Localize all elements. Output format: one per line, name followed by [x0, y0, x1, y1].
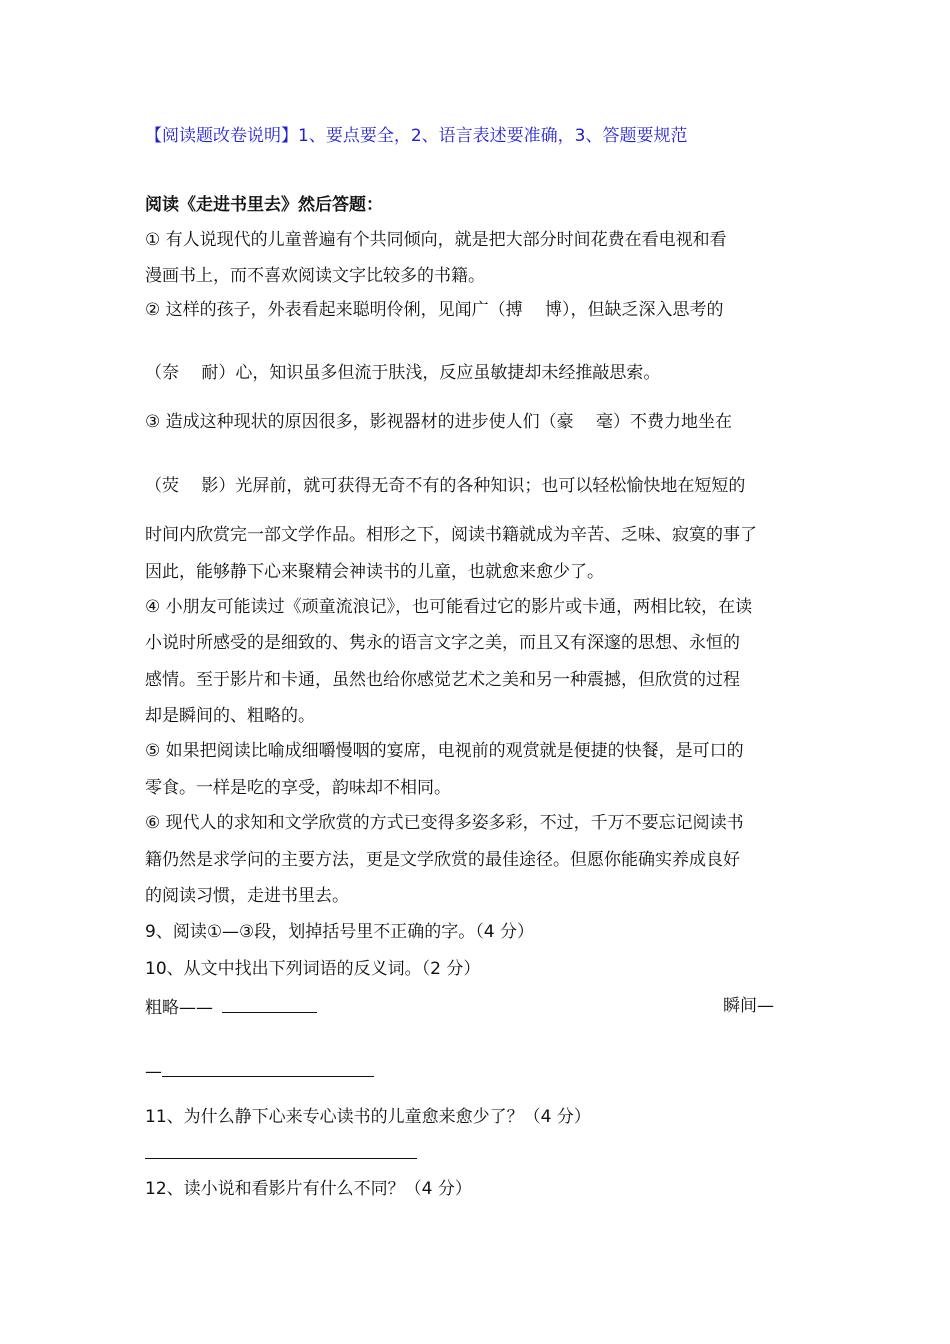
passage-line: （荧 影）光屏前，就可获得无奇不有的各种知识；也可以轻松愉快地在短短的: [145, 476, 746, 496]
answer-blank-instant[interactable]: [162, 1058, 374, 1077]
answer-blank-rough[interactable]: [222, 994, 317, 1013]
passage-line: 感情。至于影片和卡通，虽然也给你感觉艺术之美和另一种震撼，但欣赏的过程: [145, 670, 740, 690]
passage-line: 零食。一样是吃的享受，韵味却不相同。: [145, 778, 451, 798]
question-10: 10、从文中找出下列词语的反义词。（2 分）: [145, 959, 481, 979]
passage-line: （奈 耐）心，知识虽多但流于肤浅，反应虽敏捷却未经推敲思索。: [145, 363, 661, 383]
passage-line: ① 有人说现代的儿童普遍有个共同倾向，就是把大部分时间花费在看电视和看: [145, 230, 727, 250]
answer-row-10b: [145, 1058, 374, 1084]
passage-line: 漫画书上，而不喜欢阅读文字比较多的书籍。: [145, 266, 485, 286]
antonym-prompt-instant: 瞬间—: [723, 996, 774, 1016]
question-9: 9、阅读①—③段，划掉括号里不正确的字。（4 分）: [145, 922, 535, 942]
passage-line: ⑥ 现代人的求知和文学欣赏的方式已变得多姿多彩，不过，千万不要忘记阅读书: [145, 813, 744, 833]
passage-line: 籍仍然是求学问的主要方法，更是文学欣赏的最佳途径。但愿你能确实养成良好: [145, 850, 740, 870]
grading-notice: 【阅读题改卷说明】1、要点要全，2、语言表述要准确，3、答题要规范: [145, 126, 688, 146]
passage-line: ⑤ 如果把阅读比喻成细嚼慢咽的宴席，电视前的观赏就是便捷的快餐，是可口的: [145, 741, 744, 761]
answer-row-10: [145, 994, 317, 1020]
passage-heading: 阅读《走进书里去》然后答题：: [145, 195, 383, 215]
antonym-prompt-rough: 粗略——: [145, 998, 213, 1018]
passage-line: ③ 造成这种现状的原因很多，影视器材的进步使人们（豪 毫）不费力地坐在: [145, 412, 733, 432]
passage-line: 时间内欣赏完一部文学作品。相形之下，阅读书籍就成为辛苦、乏味、寂寞的事了: [145, 525, 757, 545]
answer-blank-11[interactable]: [145, 1140, 417, 1166]
passage-line: 却是瞬间的、粗略的。: [145, 706, 315, 726]
question-12: 12、读小说和看影片有什么不同？（4 分）: [145, 1179, 472, 1199]
passage-line: ② 这样的孩子，外表看起来聪明伶俐，见闻广（搏 博），但缺乏深入思考的: [145, 300, 724, 320]
passage-line: 小说时所感受的是细致的、隽永的语言文字之美，而且又有深邃的思想、永恒的: [145, 633, 740, 653]
question-11: 11、为什么静下心来专心读书的儿童愈来愈少了？（4 分）: [145, 1107, 591, 1127]
passage-line: ④ 小朋友可能读过《顽童流浪记》，也可能看过它的影片或卡通，两相比较，在读: [145, 597, 753, 617]
antonym-prompt-instant-tail: —: [145, 1062, 162, 1082]
passage-line: 的阅读习惯，走进书里去。: [145, 886, 349, 906]
passage-line: 因此，能够静下心来聚精会神读书的儿童，也就愈来愈少了。: [145, 562, 604, 582]
